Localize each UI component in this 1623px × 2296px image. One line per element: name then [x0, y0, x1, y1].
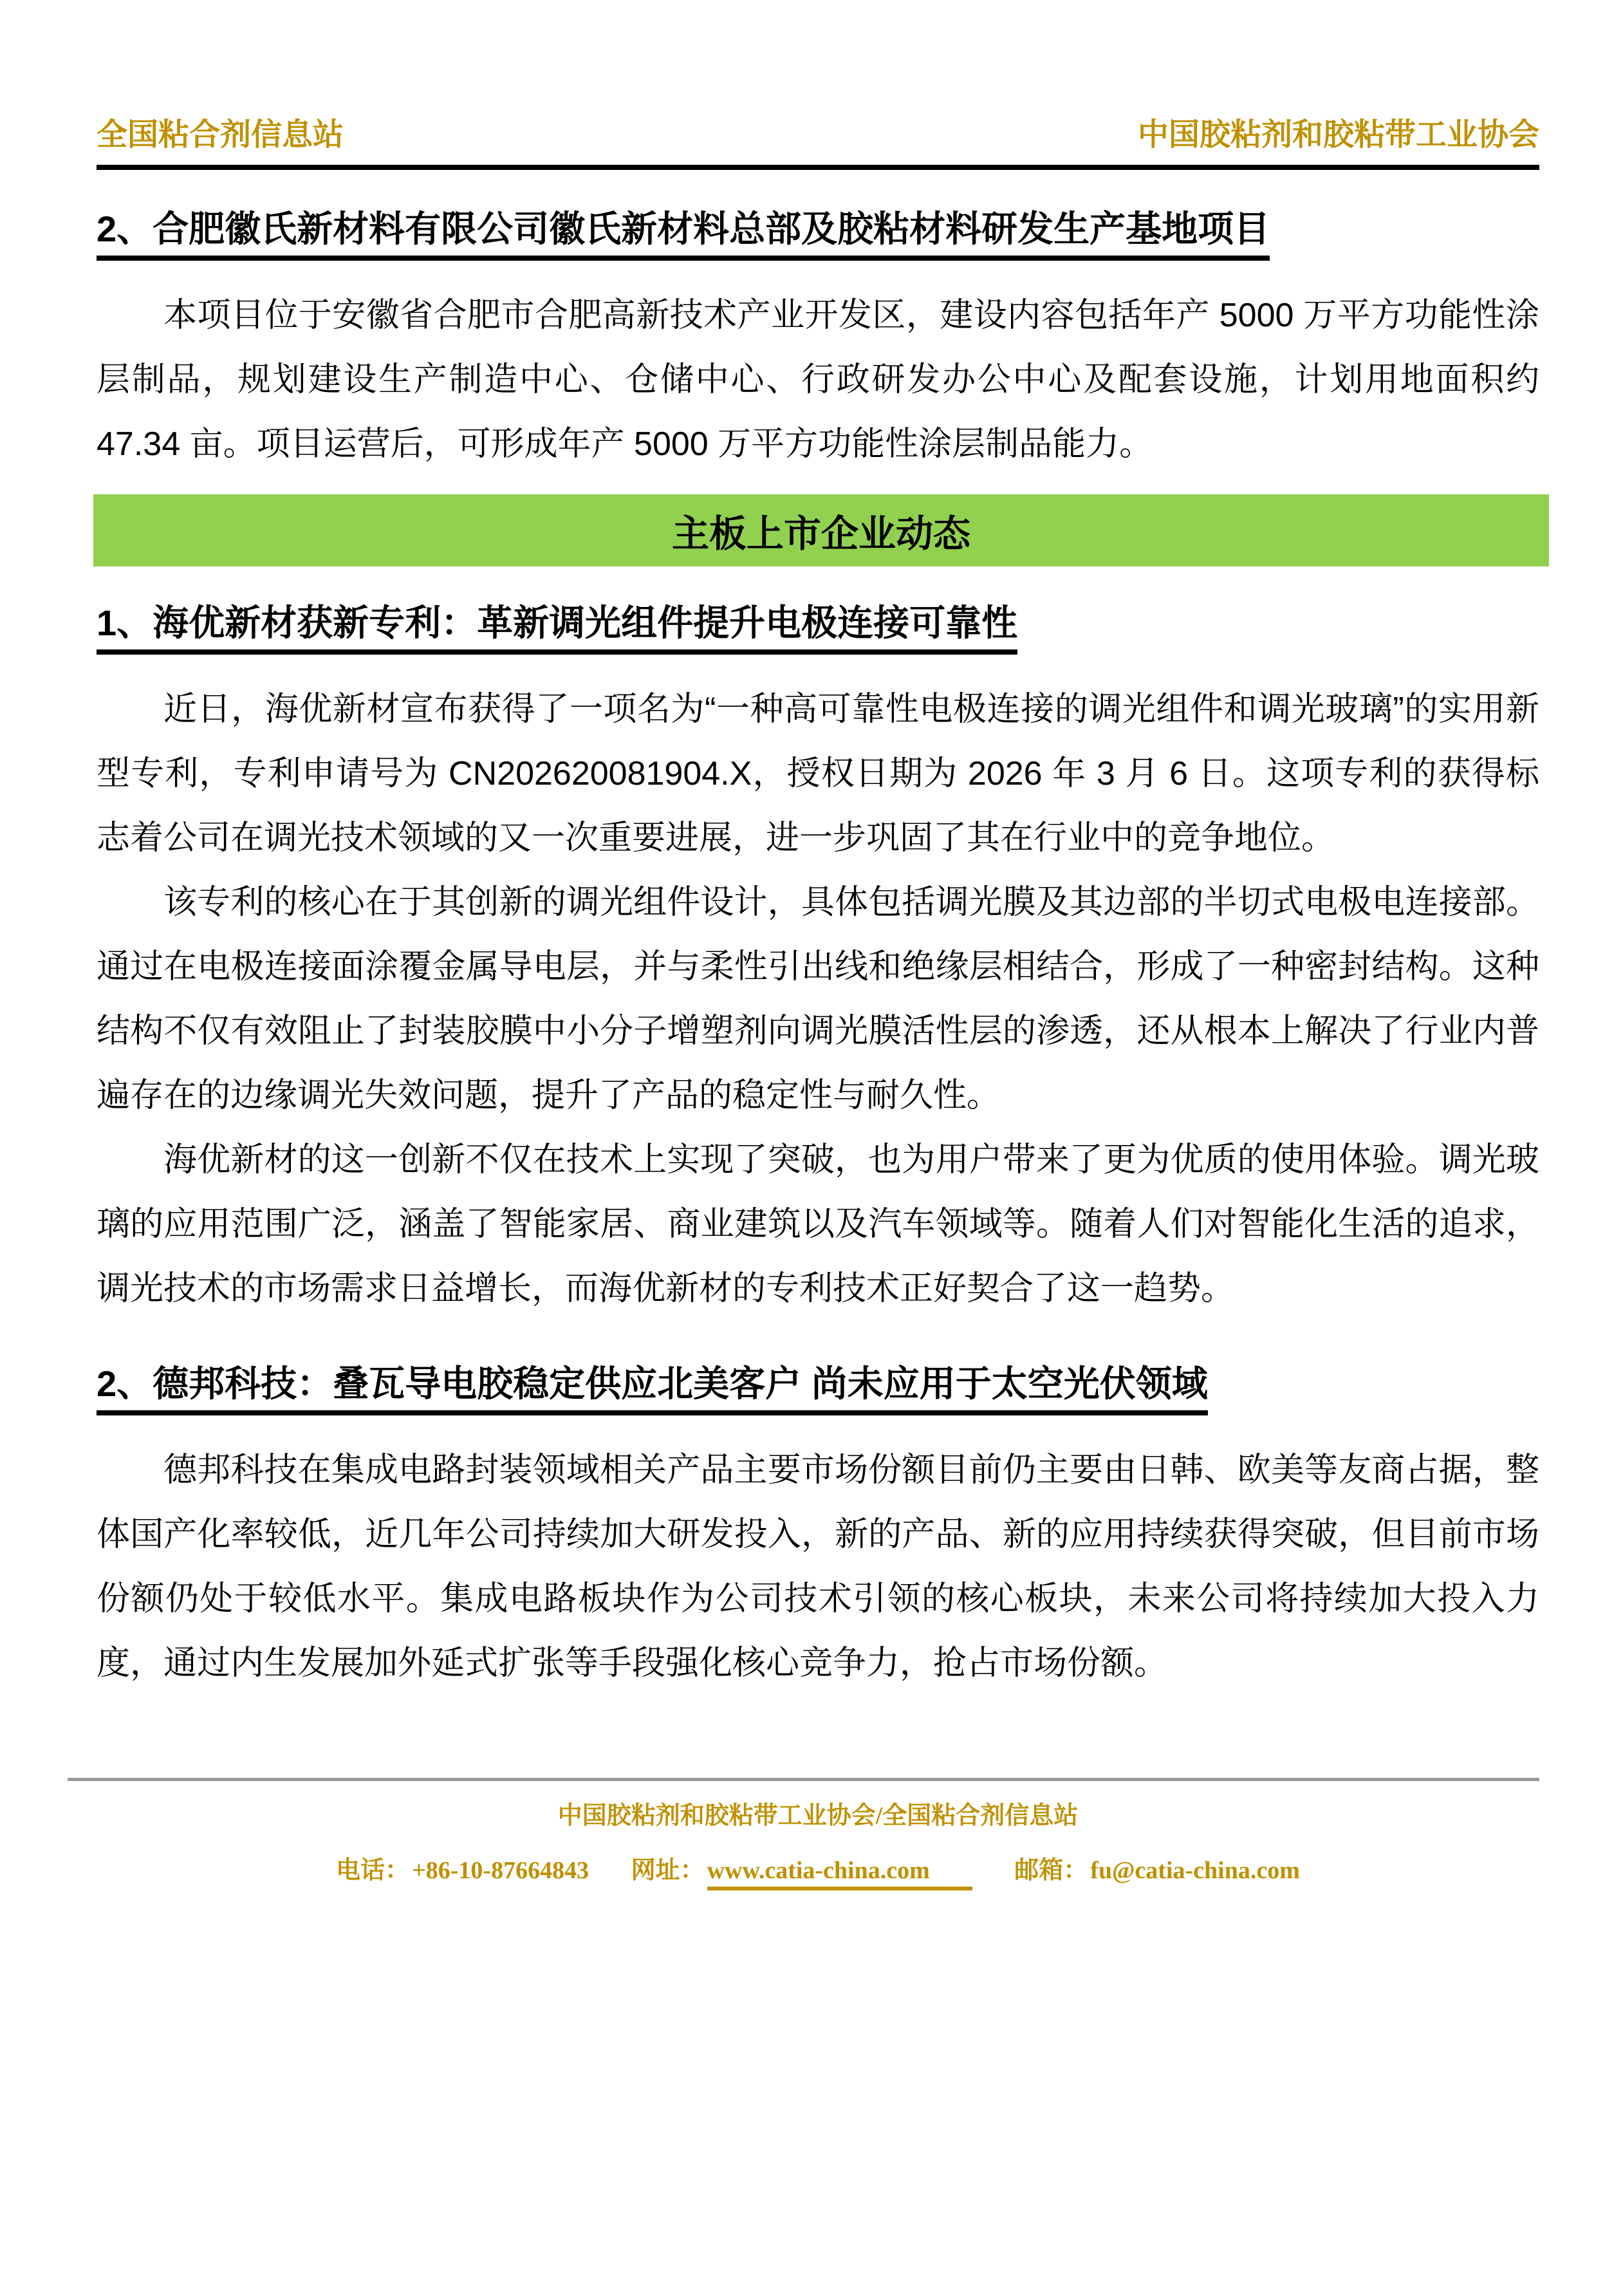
project-heading-text: 2、合肥徽氏新材料有限公司徽氏新材料总部及胶粘材料研发生产基地项目: [97, 209, 1270, 261]
footer-email-group: [1014, 1857, 1300, 1884]
footer-website-link[interactable]: www.catia-china.com: [707, 1857, 972, 1890]
footer-email-value: fu@catia-china.com: [1090, 1857, 1300, 1885]
news1-paragraph-3: 海优新材的这一创新不仅在技术上实现了突破，也为用户带来了更为优质的使用体验。调光玻璃的应用范围广泛，涵盖了智能家居、商业建筑以及汽车领域等。随着人们对智能化生活的追求，调光技术的市场需求日益增长，而海优新材的专利技术正好契合了这一趋势。: [97, 1141, 1539, 1308]
news1-paragraph-1: 近日，海优新材宣布获得了一项名为“一种高可靠性电极连接的调光组件和调光玻璃”的实用新型专利，专利申请号为 CN202620081904.X，授权日期为 2026 年 3 月 6 日。这项专利的获得标志着公司在调光技术领域的又一次重要进展，进一步巩固了其在行业中的竞争地位。: [97, 691, 1539, 857]
footer-phone-value: +86-10-87664843: [412, 1857, 589, 1885]
project-heading: [97, 205, 1539, 254]
section-banner: [93, 494, 1549, 566]
footer-website-label: 网址：: [631, 1857, 705, 1885]
section-banner-title: 主板上市企业动态: [671, 513, 970, 555]
news2-heading: [97, 1359, 1539, 1408]
news2-paragraph-1: 德邦科技在集成电路封装领域相关产品主要市场份额目前仍主要由日韩、欧美等友商占据，整体国产化率较低，近几年公司持续加大研发投入，新的产品、新的应用持续获得突破，但目前市场份额仍处于较低水平。集成电路板块作为公司技术引领的核心板块，未来公司将持续加大投入力度，通过内生发展加外延式扩张等手段强化核心竞争力，抢占市场份额。: [97, 1451, 1539, 1683]
footer-divider: [68, 1778, 1539, 1781]
footer-email-label: 邮箱：: [1014, 1857, 1088, 1885]
header-left-title: 全国粘合剂信息站: [97, 118, 344, 152]
project-paragraph: 本项目位于安徽省合肥市合肥高新技术产业开发区，建设内容包括年产 5000 万平方功能性涂层制品，规划建设生产制造中心、仓储中心、行政研发办公中心及配套设施，计划用地面积约 47.34 亩。项目运营后，可形成年产 5000 万平方功能性涂层制品能力。: [97, 297, 1539, 463]
news1-paragraph-2: 该专利的核心在于其创新的调光组件设计，具体包括调光膜及其边部的半切式电极电连接部。通过在电极连接面涂覆金属导电层，并与柔性引出线和绝缘层相结合，形成了一种密封结构。这种结构不仅有效阻止了封装胶膜中小分子增塑剂向调光膜活性层的渗透，还从根本上解决了行业内普遍存在的边缘调光失效问题，提升了产品的稳定性与耐久性。: [97, 884, 1539, 1115]
footer-org-line: 中国胶粘剂和胶粘带工业协会/全国粘合剂信息站: [557, 1802, 1079, 1830]
footer-phone-label: 电话：: [336, 1857, 410, 1885]
header-divider: [97, 165, 1539, 170]
footer-phone-group: [336, 1857, 589, 1884]
footer-website-group: [631, 1857, 972, 1884]
footer-contact-line: [97, 1850, 1539, 1885]
news1-heading-text: 1、海优新材获新专利：革新调光组件提升电极连接可靠性: [97, 602, 1017, 655]
header-right-title: 中国胶粘剂和胶粘带工业协会: [1137, 118, 1539, 152]
page-header: [97, 116, 1539, 154]
news1-heading: [97, 599, 1539, 648]
news2-heading-text: 2、德邦科技：叠瓦导电胶稳定供应北美客户 尚未应用于太空光伏领域: [97, 1363, 1208, 1415]
